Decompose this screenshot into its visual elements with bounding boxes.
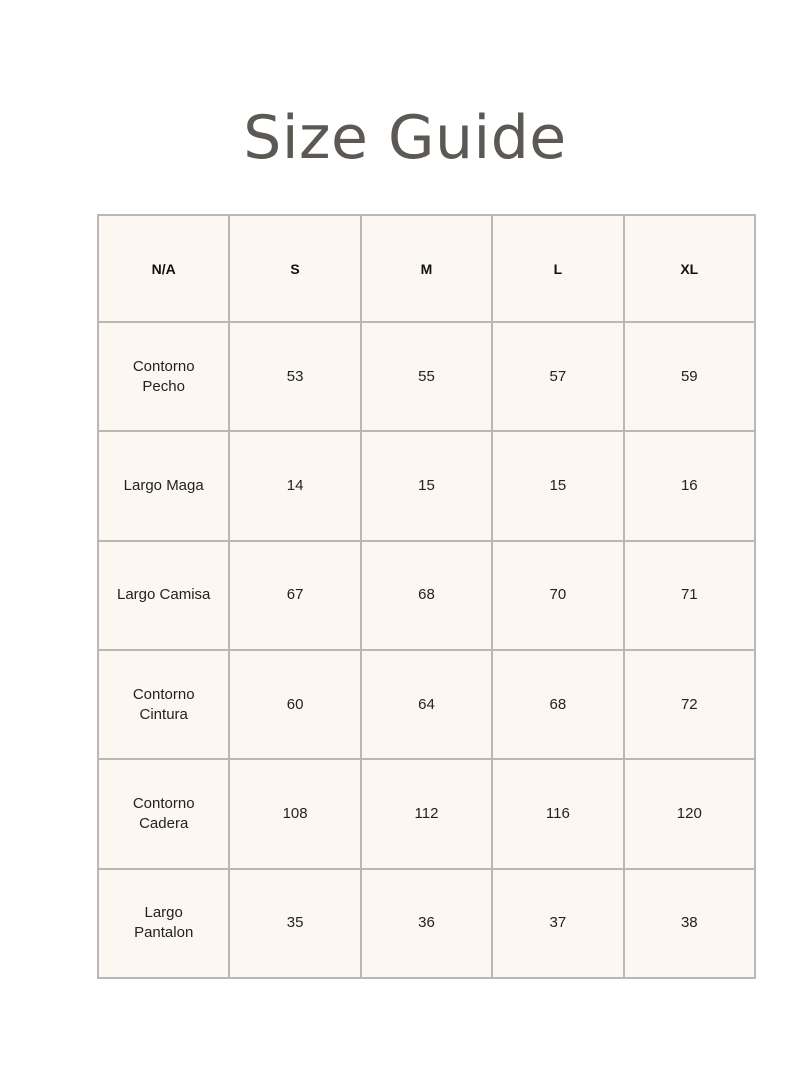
table-cell: 67 xyxy=(229,541,360,650)
table-cell: 60 xyxy=(229,650,360,759)
row-label xyxy=(98,541,229,650)
row-label xyxy=(98,869,229,978)
table-row xyxy=(98,541,755,650)
row-label-line: Largo Camisa xyxy=(117,586,211,604)
table-cell: 38 xyxy=(624,869,755,978)
row-label-line: Largo xyxy=(144,904,183,922)
table-cell: 71 xyxy=(624,541,755,650)
table-cell: 68 xyxy=(492,650,623,759)
row-label xyxy=(98,759,229,868)
row-label-line: Pecho xyxy=(142,377,185,395)
header-cell-size-m: M xyxy=(361,215,492,322)
table-cell: 35 xyxy=(229,869,360,978)
table-cell: 14 xyxy=(229,431,360,540)
table-cell: 55 xyxy=(361,322,492,431)
table-cell: 64 xyxy=(361,650,492,759)
table-cell: 36 xyxy=(361,869,492,978)
row-label-line: Contorno xyxy=(132,357,195,375)
table-cell: 15 xyxy=(492,431,623,540)
row-label-line: Pantalon xyxy=(134,924,194,942)
table-row xyxy=(98,650,755,759)
table-cell: 57 xyxy=(492,322,623,431)
page-title: Size Guide xyxy=(243,103,567,173)
table-cell: 108 xyxy=(229,759,360,868)
row-label xyxy=(98,650,229,759)
header-cell-size-s: S xyxy=(229,215,360,322)
table-row xyxy=(98,759,755,868)
table-cell: 15 xyxy=(361,431,492,540)
table-cell: 116 xyxy=(492,759,623,868)
table-cell: 120 xyxy=(624,759,755,868)
table-cell: 59 xyxy=(624,322,755,431)
table-cell: 72 xyxy=(624,650,755,759)
table-cell: 68 xyxy=(361,541,492,650)
row-label-line: Cintura xyxy=(139,705,188,723)
size-guide-table xyxy=(97,214,756,979)
table-cell: 53 xyxy=(229,322,360,431)
header-cell-size-xl: XL xyxy=(624,215,755,322)
table-cell: 37 xyxy=(492,869,623,978)
header-cell-size-l: L xyxy=(492,215,623,322)
row-label-line: Contorno xyxy=(132,685,195,703)
table-cell: 16 xyxy=(624,431,755,540)
table-row xyxy=(98,869,755,978)
row-label-line: Largo Maga xyxy=(123,476,204,494)
table-header-row xyxy=(98,215,755,322)
table-cell: 70 xyxy=(492,541,623,650)
table-cell: 112 xyxy=(361,759,492,868)
table-row xyxy=(98,322,755,431)
table-row xyxy=(98,431,755,540)
header-cell-label: N/A xyxy=(98,215,229,322)
row-label xyxy=(98,322,229,431)
row-label-line: Contorno xyxy=(132,794,195,812)
row-label xyxy=(98,431,229,540)
row-label-line: Cadera xyxy=(139,814,189,832)
